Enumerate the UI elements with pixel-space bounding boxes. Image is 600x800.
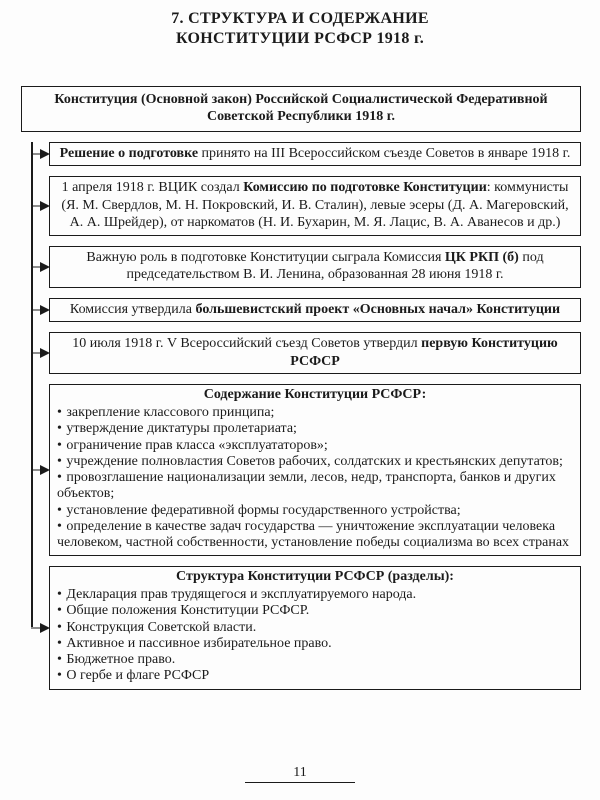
adoption-box: [49, 332, 581, 374]
list-item-text: закрепление классового принципа;: [62, 405, 275, 421]
draft-box-row: [49, 298, 581, 323]
arrow-icon: [31, 200, 50, 212]
bullet-icon: •: [57, 635, 62, 651]
text-segment: первую Конституцию РСФСР: [290, 336, 558, 369]
adoption-box-text: [50, 333, 580, 373]
adoption-box-row: [49, 332, 581, 374]
list-item: [57, 470, 574, 502]
draft-box-text: [50, 299, 580, 322]
rkp-commission-box: [49, 246, 581, 288]
list-item: [57, 421, 574, 437]
arrow-head: [40, 149, 50, 159]
bullet-icon: •: [57, 421, 62, 437]
text-segment: ЦК РКП (б): [444, 249, 519, 265]
draft-box: [49, 298, 581, 323]
list-item: [57, 405, 574, 421]
arrow-head: [40, 623, 50, 633]
text-segment: Комиссия утвердила: [69, 301, 196, 317]
arrow-icon: [31, 148, 50, 160]
list-item-text: Бюджетное право.: [62, 652, 176, 668]
title-line-2: КОНСТИТУЦИИ РСФСР 1918 г.: [175, 30, 425, 48]
page-title: [0, 0, 600, 50]
text-segment: 1 апреля 1918 г. ВЦИК создал: [61, 180, 244, 196]
flowchart: [21, 142, 581, 690]
arrow-head: [40, 262, 50, 272]
bullet-icon: •: [57, 668, 62, 684]
bullet-icon: •: [57, 405, 62, 421]
text-segment: принято на III Всероссийском съезде Советов в январе 1918 г.: [198, 145, 571, 161]
arrow-head: [40, 465, 50, 475]
diagram-area: [21, 86, 581, 690]
title-line-1: 7. СТРУКТУРА И СОДЕРЖАНИЕ: [171, 10, 429, 27]
structure-box-header: Структура Конституции РСФСР (разделы):: [176, 569, 454, 585]
list-item: [57, 620, 574, 636]
arrow-icon: [31, 622, 50, 634]
content-box: [49, 384, 581, 556]
root-box-text: [28, 89, 574, 129]
rkp-commission-box-row: [49, 246, 581, 288]
bullet-icon: •: [57, 587, 62, 603]
decision-box: [49, 142, 581, 167]
bullet-icon: •: [57, 470, 62, 486]
list-item-text: провозглашение национализации земли, лесов, недр, транспорта, банков и других объектов;: [57, 470, 556, 502]
arrow-icon: [31, 261, 50, 273]
arrow-icon: [31, 347, 50, 359]
text-segment: Важную роль в подготовке Конституции сыграла Комиссия: [86, 249, 445, 265]
arrow-head: [40, 348, 50, 358]
list-item-text: Общие положения Конституции РСФСР.: [62, 603, 310, 619]
list-item: [57, 587, 574, 603]
bullet-icon: •: [57, 502, 62, 518]
arrow-icon: [31, 464, 50, 476]
rkp-commission-box-text: [50, 247, 580, 287]
content-box-row: [49, 384, 581, 556]
decision-box-row: [49, 142, 581, 167]
list-item-text: О гербе и флаге РСФСР: [62, 668, 210, 684]
text-segment: : коммунисты (Я. М. Свердлов, М. Н. Покровский, И. В. Сталин), левые эсеры (Д. А. Магеровский, А. А. Шрейдер), от наркоматов (Н. И. Бухарин, М. Я. Лацис, В. А. Аванесов и др.): [61, 180, 569, 231]
text-segment: Решение о подготовке: [59, 145, 199, 161]
list-item-text: утверждение диктатуры пролетариата;: [62, 421, 297, 437]
page-number: 11: [293, 765, 307, 781]
bullet-icon: •: [57, 603, 62, 619]
content-box-list: [50, 404, 580, 555]
text-segment: 10 июля 1918 г. V Всероссийский съезд Советов утвердил: [72, 336, 422, 352]
arrow-head: [40, 201, 50, 211]
list-item-text: установление федеративной формы государственного устройства;: [62, 502, 461, 518]
bullet-icon: •: [57, 619, 62, 635]
list-item: [57, 519, 574, 551]
content-box-header: Содержание Конституции РСФСР:: [203, 387, 427, 403]
text-segment: Комиссию по подготовке Конституции: [243, 180, 487, 196]
text-segment: под председательством В. И. Ленина, образованная 28 июня 1918 г.: [126, 249, 544, 283]
list-item: [57, 668, 574, 684]
bullet-icon: •: [57, 437, 62, 453]
list-item: [57, 454, 574, 470]
bullet-icon: •: [57, 453, 62, 469]
structure-box-row: [49, 566, 581, 689]
page-footer: [0, 766, 600, 783]
commission-box-text: [50, 177, 580, 235]
list-item-text: определение в качестве задач государства — уничтожение эксплуатации человека человеком, частной собственности, установление победы социализма во всех странах: [57, 518, 570, 551]
text-segment: Конституция (Основной закон) Российской Социалистической Федеративной Советской Республики 1918 г.: [54, 91, 548, 125]
arrow-head: [40, 305, 50, 315]
commission-box-row: [49, 176, 581, 236]
arrow-icon: [31, 304, 50, 316]
list-item-text: Декларация прав трудящегося и эксплуатируемого народа.: [62, 587, 417, 603]
bullet-icon: •: [57, 652, 62, 668]
text-segment: большевистский проект «Основных начал» Конституции: [195, 301, 561, 317]
bullet-icon: •: [57, 518, 62, 534]
list-item-text: ограничение прав класса «эксплуататоров»;: [62, 437, 328, 453]
list-item: [57, 636, 574, 652]
list-item: [57, 438, 574, 454]
root-box: [21, 86, 581, 132]
structure-box-list: [50, 586, 580, 688]
list-item-text: учреждение полновластия Советов рабочих, солдатских и крестьянских депутатов;: [62, 453, 563, 469]
footer-rule: [245, 782, 355, 783]
connector-vertical-line: [31, 142, 33, 628]
list-item: [57, 652, 574, 668]
commission-box: [49, 176, 581, 236]
list-item: [57, 503, 574, 519]
decision-box-text: [50, 143, 580, 166]
list-item-text: Активное и пассивное избирательное право.: [62, 635, 332, 651]
list-item-text: Конструкция Советской власти.: [62, 619, 257, 635]
list-item: [57, 603, 574, 619]
structure-box: [49, 566, 581, 689]
